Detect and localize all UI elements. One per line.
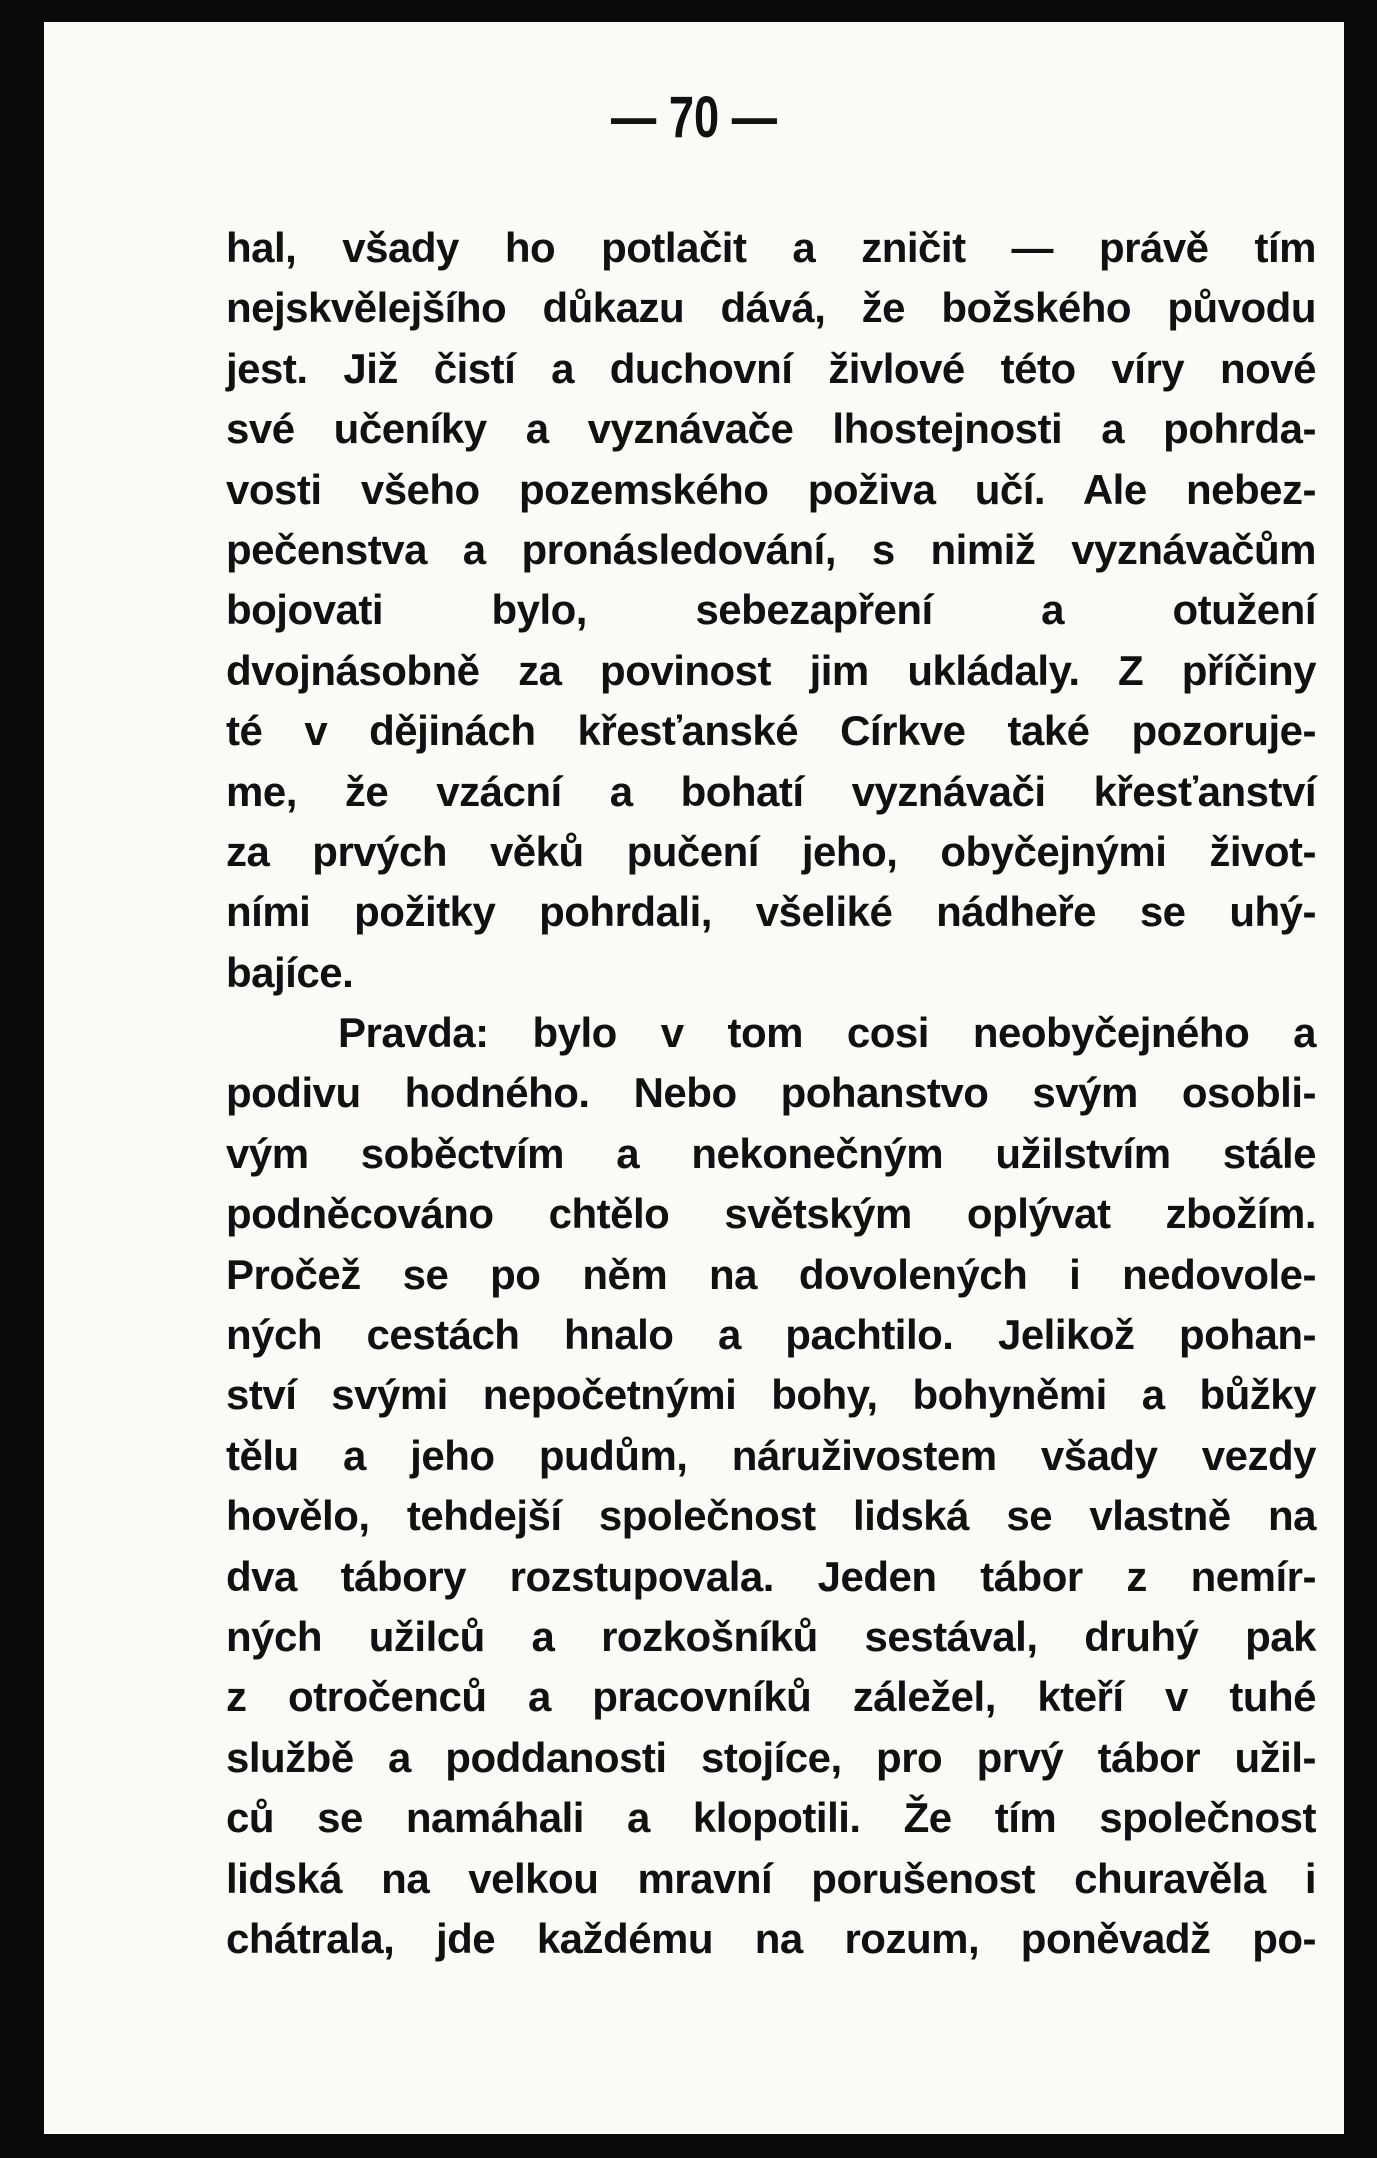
text-line: jest. Již čistí a duchovní živlové této víry nové (226, 344, 1316, 392)
text-line: chátrala, jde každému na rozum, poněvadž po- (226, 1914, 1316, 1962)
text-line: dva tábory rozstupovala. Jeden tábor z nemír- (226, 1552, 1316, 1600)
book-page (44, 22, 1344, 2134)
text-line: za prvých věků pučení jeho, obyčejnými život- (226, 827, 1316, 875)
text-line: tělu a jeho pudům, náruživostem všady vezdy (226, 1431, 1316, 1479)
text-line: pečenstva a pronásledování, s nimiž vyznávačům (226, 525, 1316, 573)
text-line: vosti všeho pozemského poživa učí. Ale nebez- (226, 465, 1316, 513)
text-line: bajíce. (226, 948, 354, 996)
text-line: podněcováno chtělo světským oplývat zbožím. (226, 1190, 1316, 1238)
body-text (226, 218, 1316, 1969)
text-line: své učeníky a vyznávače lhostejnosti a pohrda- (226, 405, 1316, 453)
text-line: té v dějinách křesťanské Církve také pozoruje- (226, 707, 1316, 755)
text-line: službě a poddanosti stojíce, pro prvý tábor užil- (226, 1733, 1316, 1781)
text-line: z otročenců a pracovníků záležel, kteří v tuhé (226, 1673, 1316, 1721)
text-line: ných užilců a rozkošníků sestával, druhý pak (226, 1612, 1316, 1660)
text-line: bojovati bylo, sebezapření a otužení (226, 586, 1316, 634)
text-line: dvojnásobně za povinost jim ukládaly. Z příčiny (226, 646, 1316, 694)
text-line: ných cestách hnalo a pachtilo. Jelikož pohan- (226, 1311, 1316, 1359)
text-line: me, že vzácní a bohatí vyznávači křesťanství (226, 767, 1316, 815)
text-line: hovělo, tehdejší společnost lidská se vlastně na (226, 1492, 1316, 1540)
text-line: vým soběctvím a nekonečným užilstvím stále (226, 1129, 1316, 1177)
text-line: ství svými nepočetnými bohy, bohyněmi a bůžky (226, 1371, 1316, 1419)
paragraph-start-line: Pravda: bylo v tom cosi neobyčejného a (338, 1009, 1316, 1057)
text-line: ců se namáhali a klopotili. Že tím společnost (226, 1794, 1316, 1842)
text-line: ními požitky pohrdali, všeliké nádheře se uhý- (226, 888, 1316, 936)
text-line: nejskvělejšího důkazu dává, že božského původu (226, 284, 1316, 332)
text-line: hal, všady ho potlačit a zničit — právě tím (226, 224, 1316, 271)
text-line: lidská na velkou mravní porušenost churavěla i (226, 1854, 1316, 1902)
page-number: — 70 — (611, 85, 777, 150)
text-line: Pročež se po něm na dovolených i nedovole- (226, 1250, 1316, 1298)
text-line: podivu hodného. Nebo pohanstvo svým osobli- (226, 1069, 1316, 1117)
